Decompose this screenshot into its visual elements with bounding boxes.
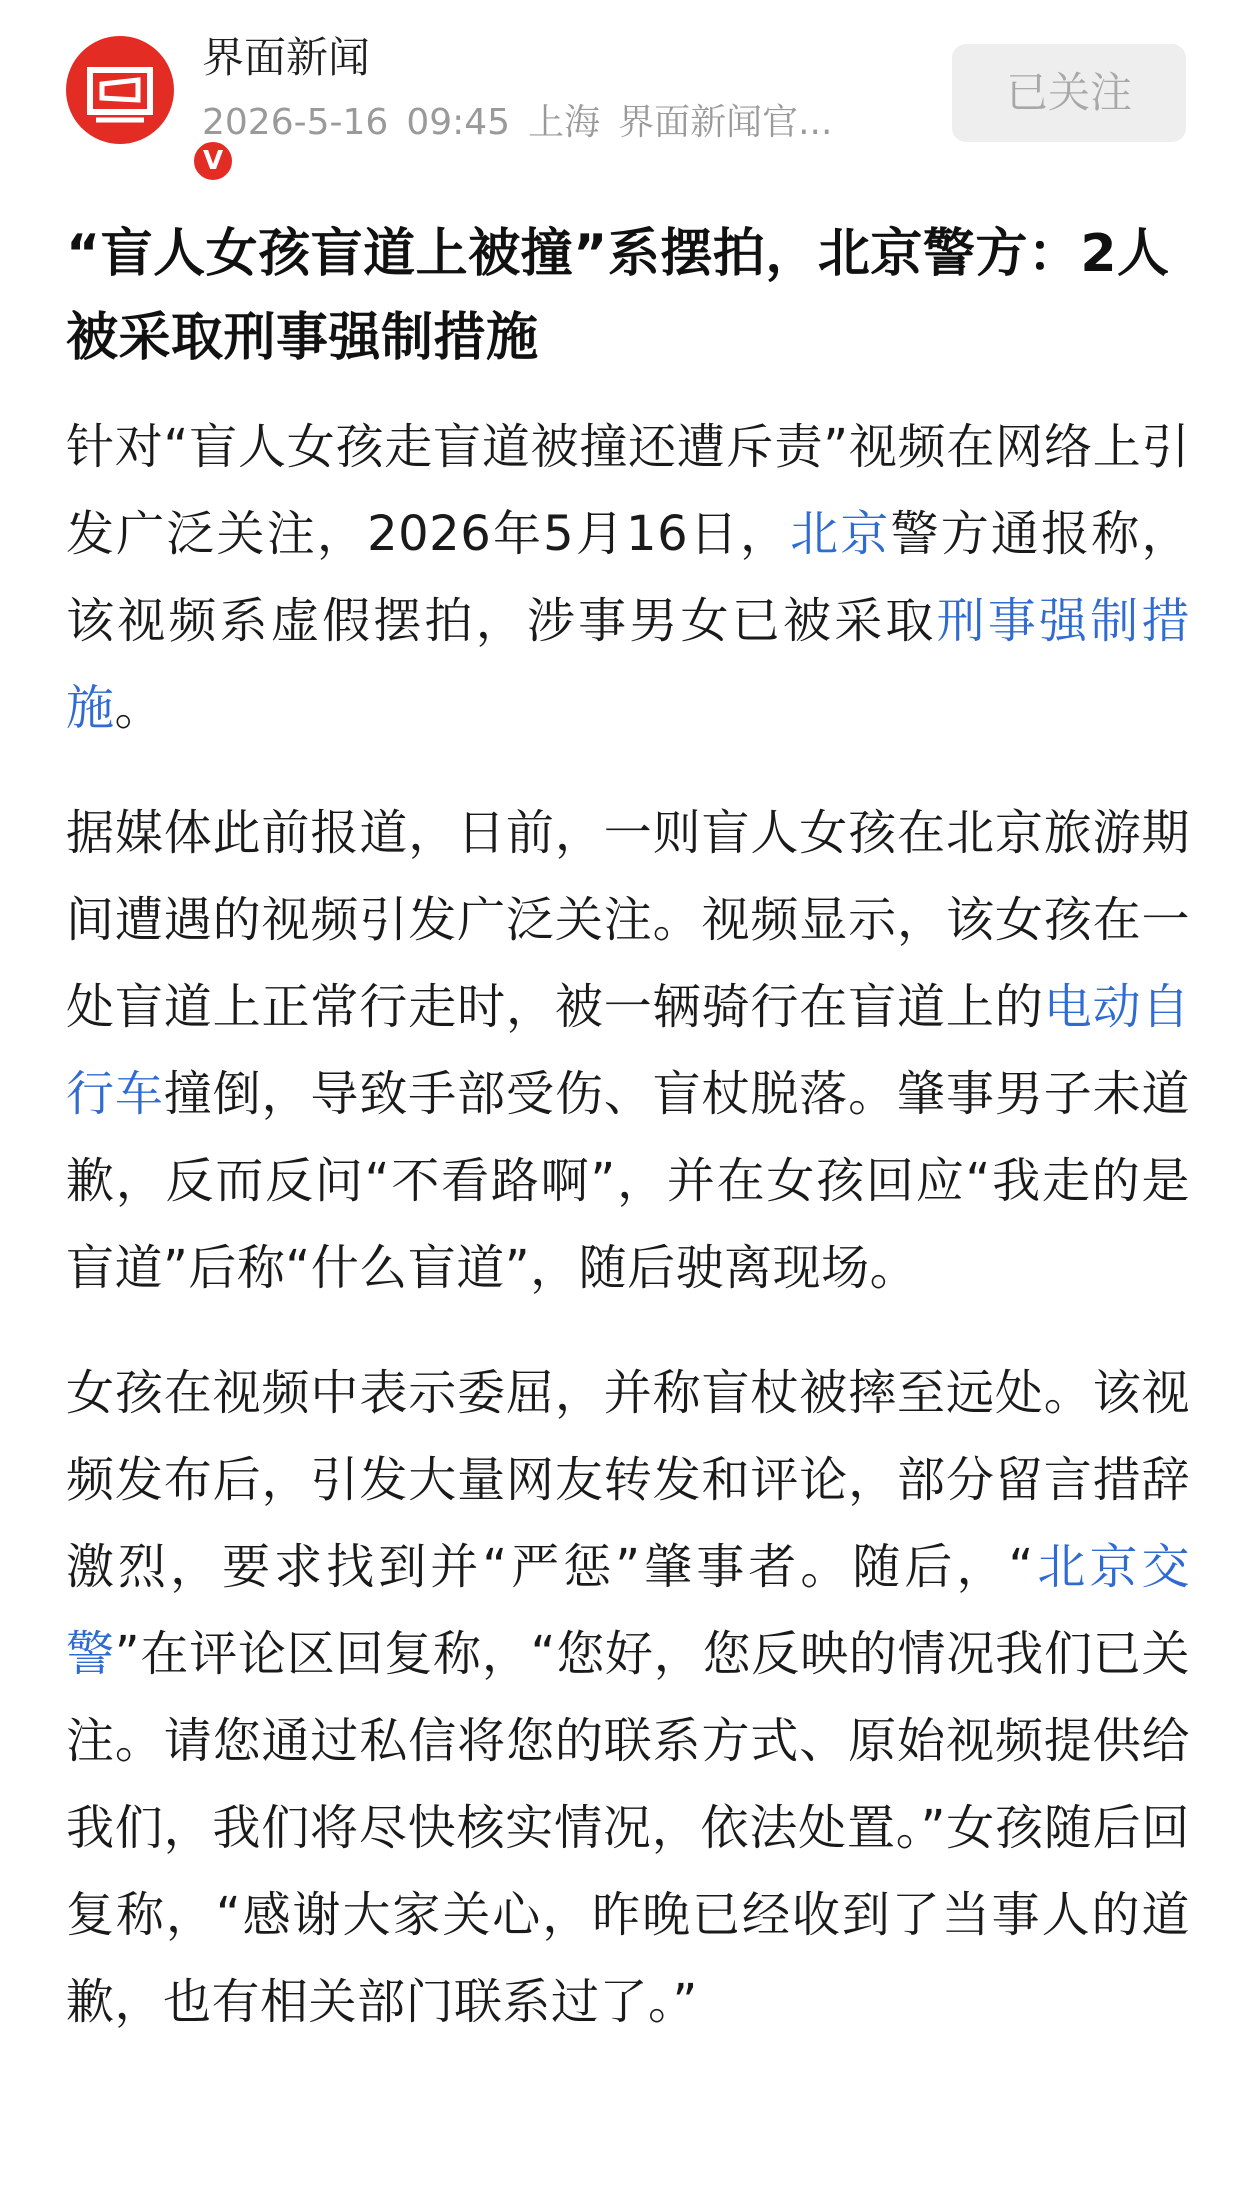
paragraph-2 [66,790,1190,1312]
paragraph-1-text-a: 针对“盲人女孩走盲道被撞还遭斥责”视频在网络上引发广泛关注，2026年5月16日， [66,419,1190,562]
source-account: 界面新闻官... [618,102,833,143]
paragraph-3-text-b: ”在评论区回复称，“您好，您反映的情况我们已关注。请您通过私信将您的联系方式、原始视频提供给我们，我们将尽快核实情况，依法处置。”女孩随后回复称，“感谢大家关心，昨晚已经收到了当事人的道歉，也有相关部门联系过了。” [66,1626,1190,2030]
publish-location: 上海 [528,102,601,143]
source-name[interactable]: 界面新闻 [202,33,371,82]
paragraph-1-text-c: 。 [114,680,164,736]
verified-badge-icon: V [190,138,236,184]
jiemian-logo-icon [66,36,174,144]
paragraph-2-text-b: 撞倒，导致手部受伤、盲杖脱落。肇事男子未道歉，反而反问“不看路啊”，并在女孩回应“我走的是盲道”后称“什么盲道”，随后驶离现场。 [66,1066,1190,1296]
link-criminal-measures[interactable]: 刑事强制措施 [66,593,1190,736]
publish-meta [202,98,902,148]
article-header [0,0,1256,180]
paragraph-1-text-b: 警方通报称，该视频系虚假摆拍，涉事男女已被采取 [66,506,1190,649]
publish-time: 09:45 [406,102,511,143]
link-electric-bicycle[interactable]: 电动自行车 [66,979,1190,1122]
link-beijing-traffic-police[interactable]: 北京交警 [66,1539,1190,1682]
article-title: “盲人女孩盲道上被撞”系摆拍，北京警方：2人被采取刑事强制措施 [66,224,1170,368]
source-avatar[interactable] [66,36,224,176]
paragraph-1 [66,404,1190,752]
publish-date: 2026-5-16 [202,102,389,143]
paragraph-3-text-a: 女孩在视频中表示委屈，并称盲杖被摔至远处。该视频发布后，引发大量网友转发和评论，部分留言措辞激烈，要求找到并“严惩”肇事者。随后，“ [66,1365,1190,1595]
paragraph-3 [66,1350,1190,2046]
follow-button[interactable]: 已关注 [952,44,1186,142]
link-beijing[interactable]: 北京 [790,506,891,562]
paragraph-2-text-a: 据媒体此前报道，日前，一则盲人女孩在北京旅游期间遭遇的视频引发广泛关注。视频显示，该女孩在一处盲道上正常行走时，被一辆骑行在盲道上的 [66,805,1190,1035]
article-body [66,212,1190,2046]
